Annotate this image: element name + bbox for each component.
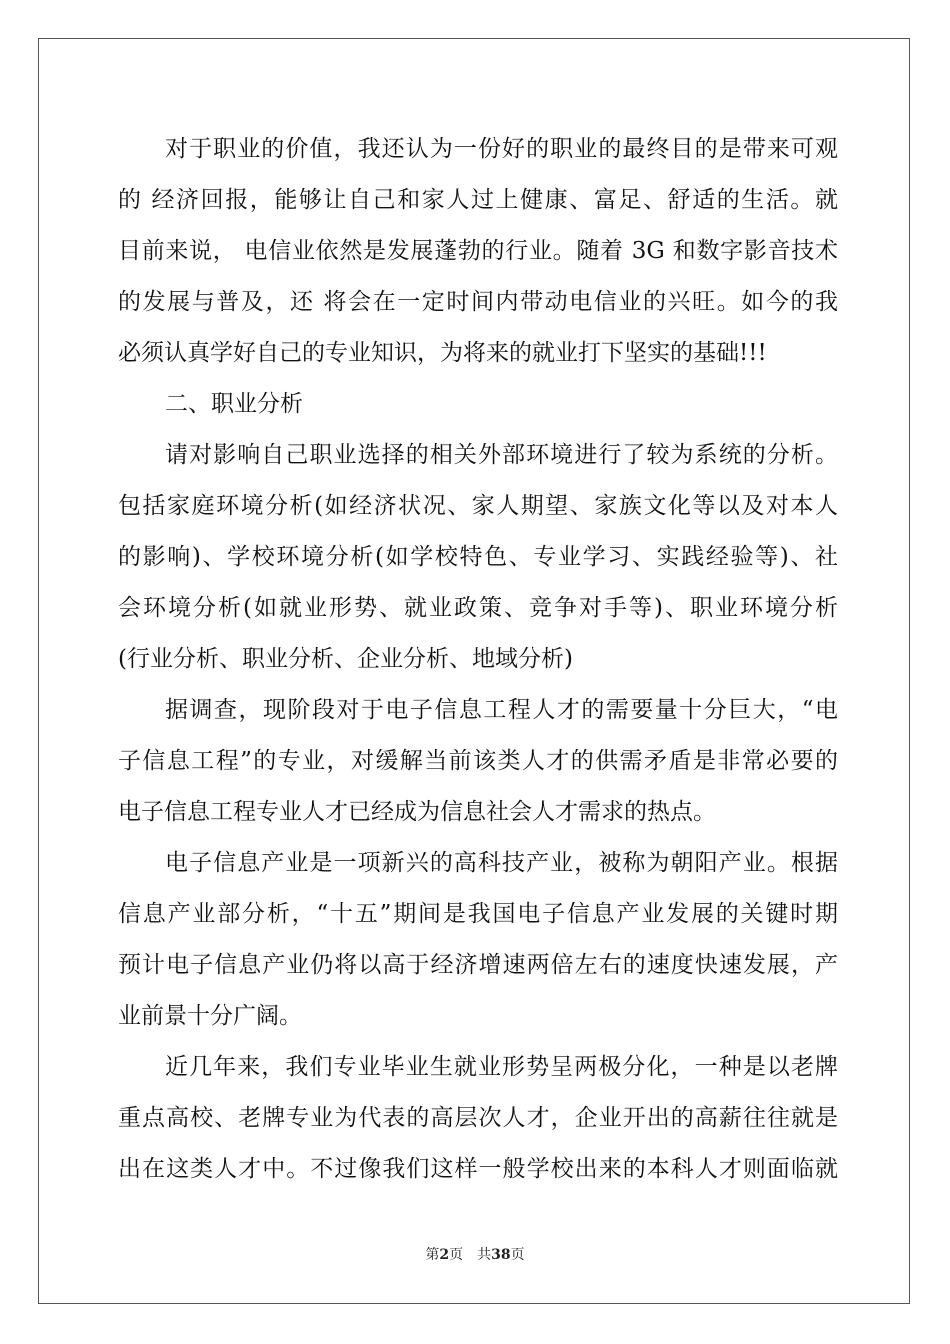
text-line: 重点高校、老牌专业为代表的高层次人才，企业开出的高薪往往就是 <box>118 1105 838 1131</box>
text-line: 对于职业的价值，我还认为一份好的职业的最终目的是带来可观 <box>165 136 838 162</box>
footer-prefix: 第 <box>425 1247 440 1263</box>
text-line: 请对影响自己职业选择的相关外部环境进行了较为系统的分析。 <box>165 442 838 468</box>
document-body <box>118 124 838 1195</box>
text-line: 据调查，现阶段对于电子信息工程人才的需要量十分巨大，“电 <box>165 697 838 723</box>
heading-career-analysis: 二、职业分析 <box>165 391 303 417</box>
footer-suffix: 页 <box>510 1247 525 1263</box>
text-line: 出在这类人才中。不过像我们这样一般学校出来的本科人才则面临就 <box>118 1156 838 1182</box>
text-line: 的影响)、学校环境分析(如学校特色、专业学习、实践经验等)、社 <box>118 544 838 570</box>
page-footer <box>0 1244 950 1264</box>
text-line: 子信息工程”的专业，对缓解当前该类人才的供需矛盾是非常必要的 <box>118 748 838 774</box>
text-line: (行业分析、职业分析、企业分析、地域分析) <box>118 646 573 672</box>
footer-total-pages: 38 <box>491 1247 511 1263</box>
text-line: 近几年来，我们专业毕业生就业形势呈两极分化，一种是以老牌 <box>165 1054 838 1080</box>
footer-page-number: 2 <box>439 1247 450 1263</box>
text-line: 预计电子信息产业仍将以高于经济增速两倍左右的速度快速发展，产 <box>118 952 838 978</box>
text-line: 目前来说， 电信业依然是发展蓬勃的行业。随着 3G 和数字影音技术 <box>118 238 838 264</box>
text-line: 会环境分析(如就业形势、就业政策、竞争对手等)、职业环境分析 <box>118 595 838 621</box>
paragraph-employment <box>118 1042 838 1195</box>
text-line: 包括家庭环境分析(如经济状况、家人期望、家族文化等以及对本人 <box>118 493 838 519</box>
paragraph-external-environment <box>118 430 838 685</box>
text-line: 业前景十分广阔。 <box>118 1003 302 1029</box>
text-line: 信息产业部分析，“十五”期间是我国电子信息产业发展的关键时期 <box>118 901 838 927</box>
text-line: 的发展与普及，还 将会在一定时间内带动电信业的兴旺。如今的我 <box>118 289 838 315</box>
paragraph-survey <box>118 685 838 838</box>
text-line: 必须认真学好自己的专业知识，为将来的就业打下坚实的基础!!! <box>118 340 767 366</box>
section-heading <box>118 379 838 430</box>
text-line: 电子信息产业是一项新兴的高科技产业，被称为朝阳产业。根据 <box>165 850 838 876</box>
text-line: 的 经济回报，能够让自己和家人过上健康、富足、舒适的生活。就 <box>118 187 838 213</box>
footer-mid: 页 共 <box>449 1247 492 1263</box>
paragraph-industry <box>118 838 838 1042</box>
paragraph-value-of-career <box>118 124 838 379</box>
text-line: 电子信息工程专业人才已经成为信息社会人才需求的热点。 <box>118 799 716 825</box>
